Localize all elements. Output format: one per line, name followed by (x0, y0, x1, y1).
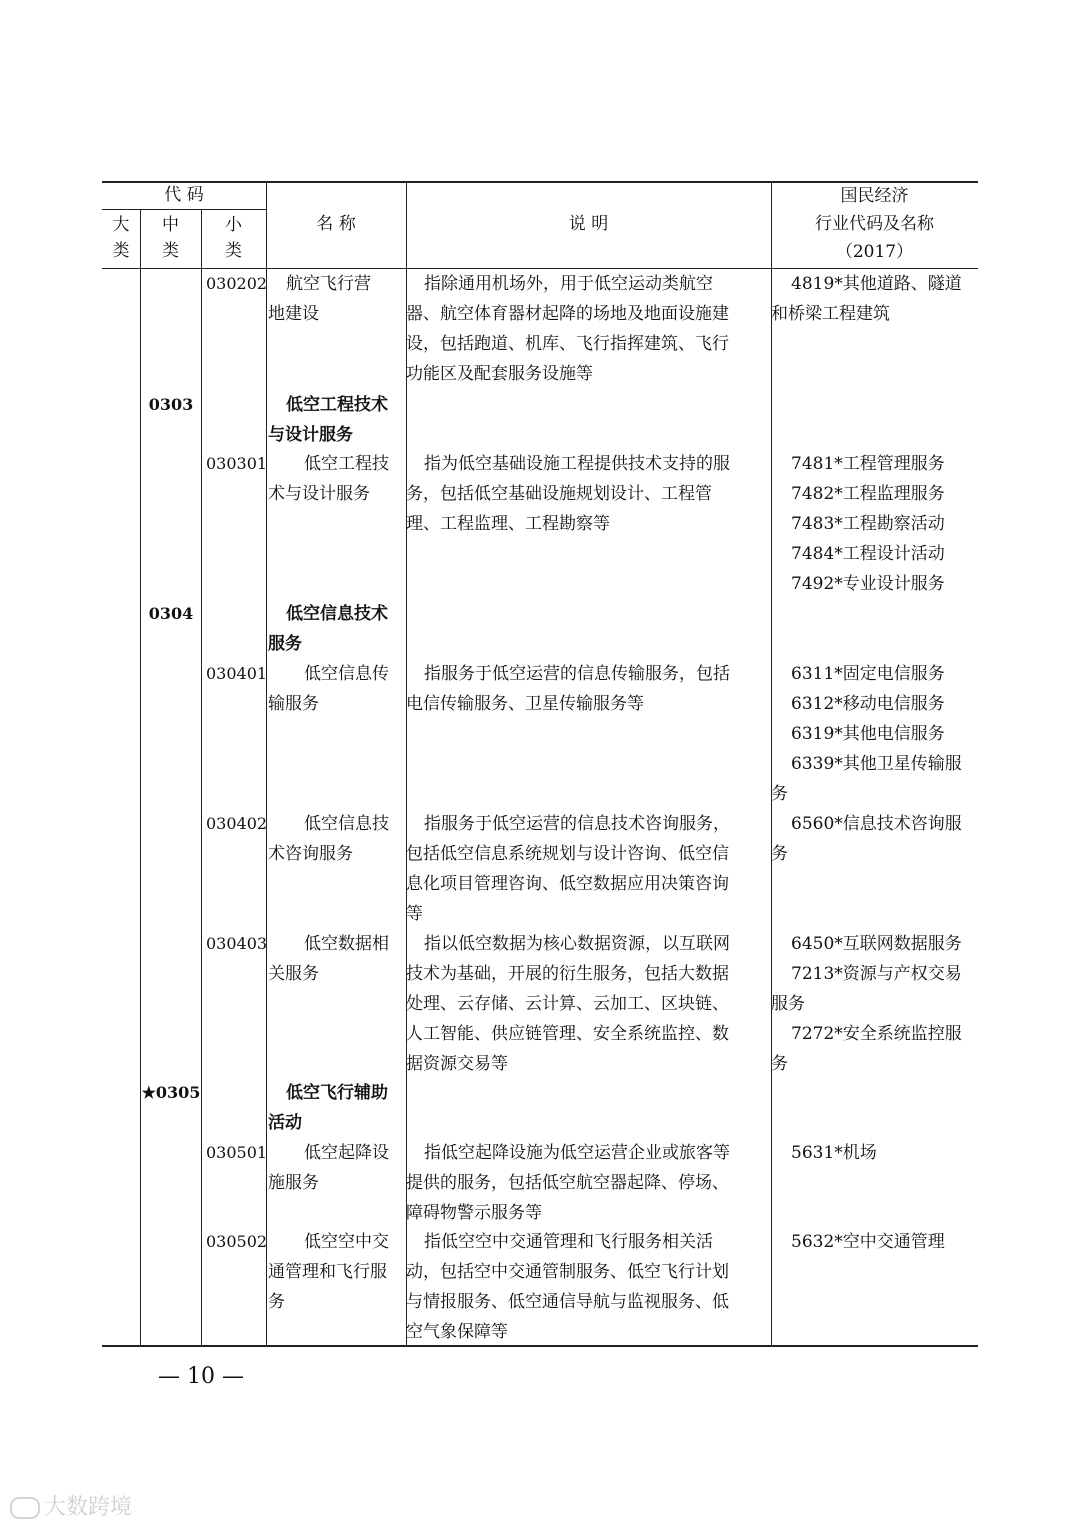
row-industry-line: 6339*其他卫星传输服 (791, 754, 962, 774)
row-desc-line: 设，包括跑道、机库、飞行指挥建筑、飞行 (406, 334, 729, 354)
row-desc-line: 指以低空数据为核心数据资源，以互联网 (424, 934, 730, 954)
row-name-line: 施服务 (268, 1173, 319, 1193)
row-industry-line: 7492*专业设计服务 (791, 574, 945, 594)
row-desc-line: 处理、云存储、云计算、云加工、区块链、 (406, 994, 729, 1014)
row-desc-line: 空气象保障等 (406, 1322, 508, 1342)
header-industry-line3: （2017） (835, 242, 914, 262)
row-industry-line: 7272*安全系统监控服 (791, 1024, 962, 1044)
row-desc-line: 指服务于低空运营的信息技术咨询服务， (424, 814, 730, 834)
row-desc-line: 指低空空中交通管理和飞行服务相关活 (424, 1232, 713, 1252)
row-industry-line: 7484*工程设计活动 (791, 544, 945, 564)
row-industry-line: 服务 (771, 994, 805, 1014)
middle-code: 0303 (148, 395, 194, 414)
table-bottom-rule (102, 1345, 978, 1347)
header-industry-line1: 国民经济 (840, 186, 909, 206)
row-industry-line: 5632*空中交通管理 (791, 1232, 945, 1252)
row-industry-line: 和桥梁工程建筑 (771, 304, 890, 324)
minor-code: 030502 (206, 1232, 268, 1251)
page-number: — 10 — (158, 1364, 244, 1389)
col-rule-3 (266, 181, 267, 1345)
row-name-line: 术与设计服务 (268, 484, 370, 504)
row-name-line: 低空工程技 (304, 454, 389, 474)
row-name-line: 低空信息技术 (286, 604, 388, 624)
row-desc-line: 指低空起降设施为低空运营企业或旅客等 (424, 1143, 730, 1163)
header-minor-text: 小 类 (225, 215, 242, 261)
row-name-line: 与设计服务 (268, 425, 353, 445)
minor-code: 030401 (206, 664, 268, 683)
row-industry-line: 务 (771, 784, 788, 804)
row-industry-line: 6311*固定电信服务 (791, 664, 945, 684)
row-name-line: 地建设 (268, 304, 319, 324)
row-desc-line: 动，包括空中交通管制服务、低空飞行计划 (406, 1262, 729, 1282)
row-name-line: 低空飞行辅助 (286, 1083, 388, 1103)
row-desc-line: 等 (406, 904, 423, 924)
header-name: 名 称 (316, 214, 356, 234)
row-industry-line: 7213*资源与产权交易 (791, 964, 962, 984)
row-name-line: 服务 (268, 634, 302, 654)
row-name-line: 务 (268, 1292, 285, 1312)
row-desc-line: 功能区及配套服务设施等 (406, 364, 593, 384)
header-minor (201, 212, 266, 264)
row-name-line: 输服务 (268, 694, 319, 714)
row-industry-line: 7482*工程监理服务 (791, 484, 945, 504)
row-industry-line: 6312*移动电信服务 (791, 694, 945, 714)
row-name-line: 活动 (268, 1113, 302, 1133)
row-industry-line: 6450*互联网数据服务 (791, 934, 962, 954)
header-major-text: 大 类 (112, 215, 130, 261)
row-desc-line: 与情报服务、低空通信导航与监视服务、低 (406, 1292, 729, 1312)
row-desc-line: 指除通用机场外，用于低空运动类航空 (424, 274, 713, 294)
row-desc-line: 障碍物警示服务等 (406, 1203, 542, 1223)
row-name-line: 低空起降设 (304, 1143, 389, 1163)
row-name-line: 关服务 (268, 964, 319, 984)
header-middle-text: 中 类 (162, 215, 179, 261)
row-desc-line: 技术为基础，开展的衍生服务，包括大数据 (406, 964, 729, 984)
row-desc-line: 包括低空信息系统规划与设计咨询、低空信 (406, 844, 729, 864)
row-desc-line: 指为低空基础设施工程提供技术支持的服 (424, 454, 730, 474)
watermark-text: 大数跨境 (44, 1495, 133, 1520)
row-name-line: 低空空中交 (304, 1232, 389, 1252)
row-industry-line: 6560*信息技术咨询服 (791, 814, 962, 834)
row-industry-line: 7483*工程勘察活动 (791, 514, 945, 534)
row-desc-line: 人工智能、供应链管理、安全系统监控、数 (406, 1024, 729, 1044)
watermark (10, 1490, 132, 1521)
row-desc-line: 指服务于低空运营的信息传输服务，包括 (424, 664, 730, 684)
row-desc-line: 据资源交易等 (406, 1054, 508, 1074)
middle-code: ★0305 (141, 1083, 201, 1102)
header-code: 代 码 (164, 185, 204, 205)
minor-code: 030501 (206, 1143, 268, 1162)
header-industry-line2: 行业代码及名称 (815, 214, 934, 234)
row-desc-line: 提供的服务，包括低空航空器起降、停场、 (406, 1173, 729, 1193)
header-desc: 说 明 (568, 214, 609, 234)
row-name-line: 术咨询服务 (268, 844, 353, 864)
middle-code: 0304 (148, 604, 194, 623)
header-middle (140, 212, 201, 264)
minor-code: 030402 (206, 814, 268, 833)
code-subheader-rule (102, 209, 266, 210)
header-major (102, 212, 140, 264)
row-industry-line: 务 (771, 844, 788, 864)
row-desc-line: 务，包括低空基础设施规划设计、工程管 (406, 484, 712, 504)
row-desc-line: 理、工程监理、工程勘察等 (406, 514, 610, 534)
watermark-logo-icon (10, 1497, 40, 1519)
row-name-line: 低空工程技术 (286, 395, 388, 415)
row-name-line: 通管理和飞行服 (268, 1262, 387, 1282)
row-industry-line: 5631*机场 (791, 1143, 877, 1163)
row-industry-line: 6319*其他电信服务 (791, 724, 945, 744)
row-industry-line: 务 (771, 1054, 788, 1074)
col-rule-5 (771, 181, 772, 1345)
minor-code: 030301 (206, 454, 268, 473)
row-name-line: 低空信息技 (304, 814, 389, 834)
row-industry-line: 7481*工程管理服务 (791, 454, 945, 474)
row-desc-line: 息化项目管理咨询、低空数据应用决策咨询 (406, 874, 729, 894)
row-name-line: 低空信息传 (304, 664, 389, 684)
row-industry-line: 4819*其他道路、隧道 (791, 274, 962, 294)
classification-table (102, 181, 978, 1347)
row-name-line: 航空飞行营 (286, 274, 371, 294)
minor-code: 030403 (206, 934, 268, 953)
row-desc-line: 电信传输服务、卫星传输服务等 (406, 694, 644, 714)
col-rule-1 (140, 209, 141, 1345)
row-desc-line: 器、航空体育器材起降的场地及地面设施建 (406, 304, 729, 324)
col-rule-2 (201, 209, 202, 1345)
minor-code: 030202 (206, 274, 268, 293)
row-name-line: 低空数据相 (304, 934, 389, 954)
